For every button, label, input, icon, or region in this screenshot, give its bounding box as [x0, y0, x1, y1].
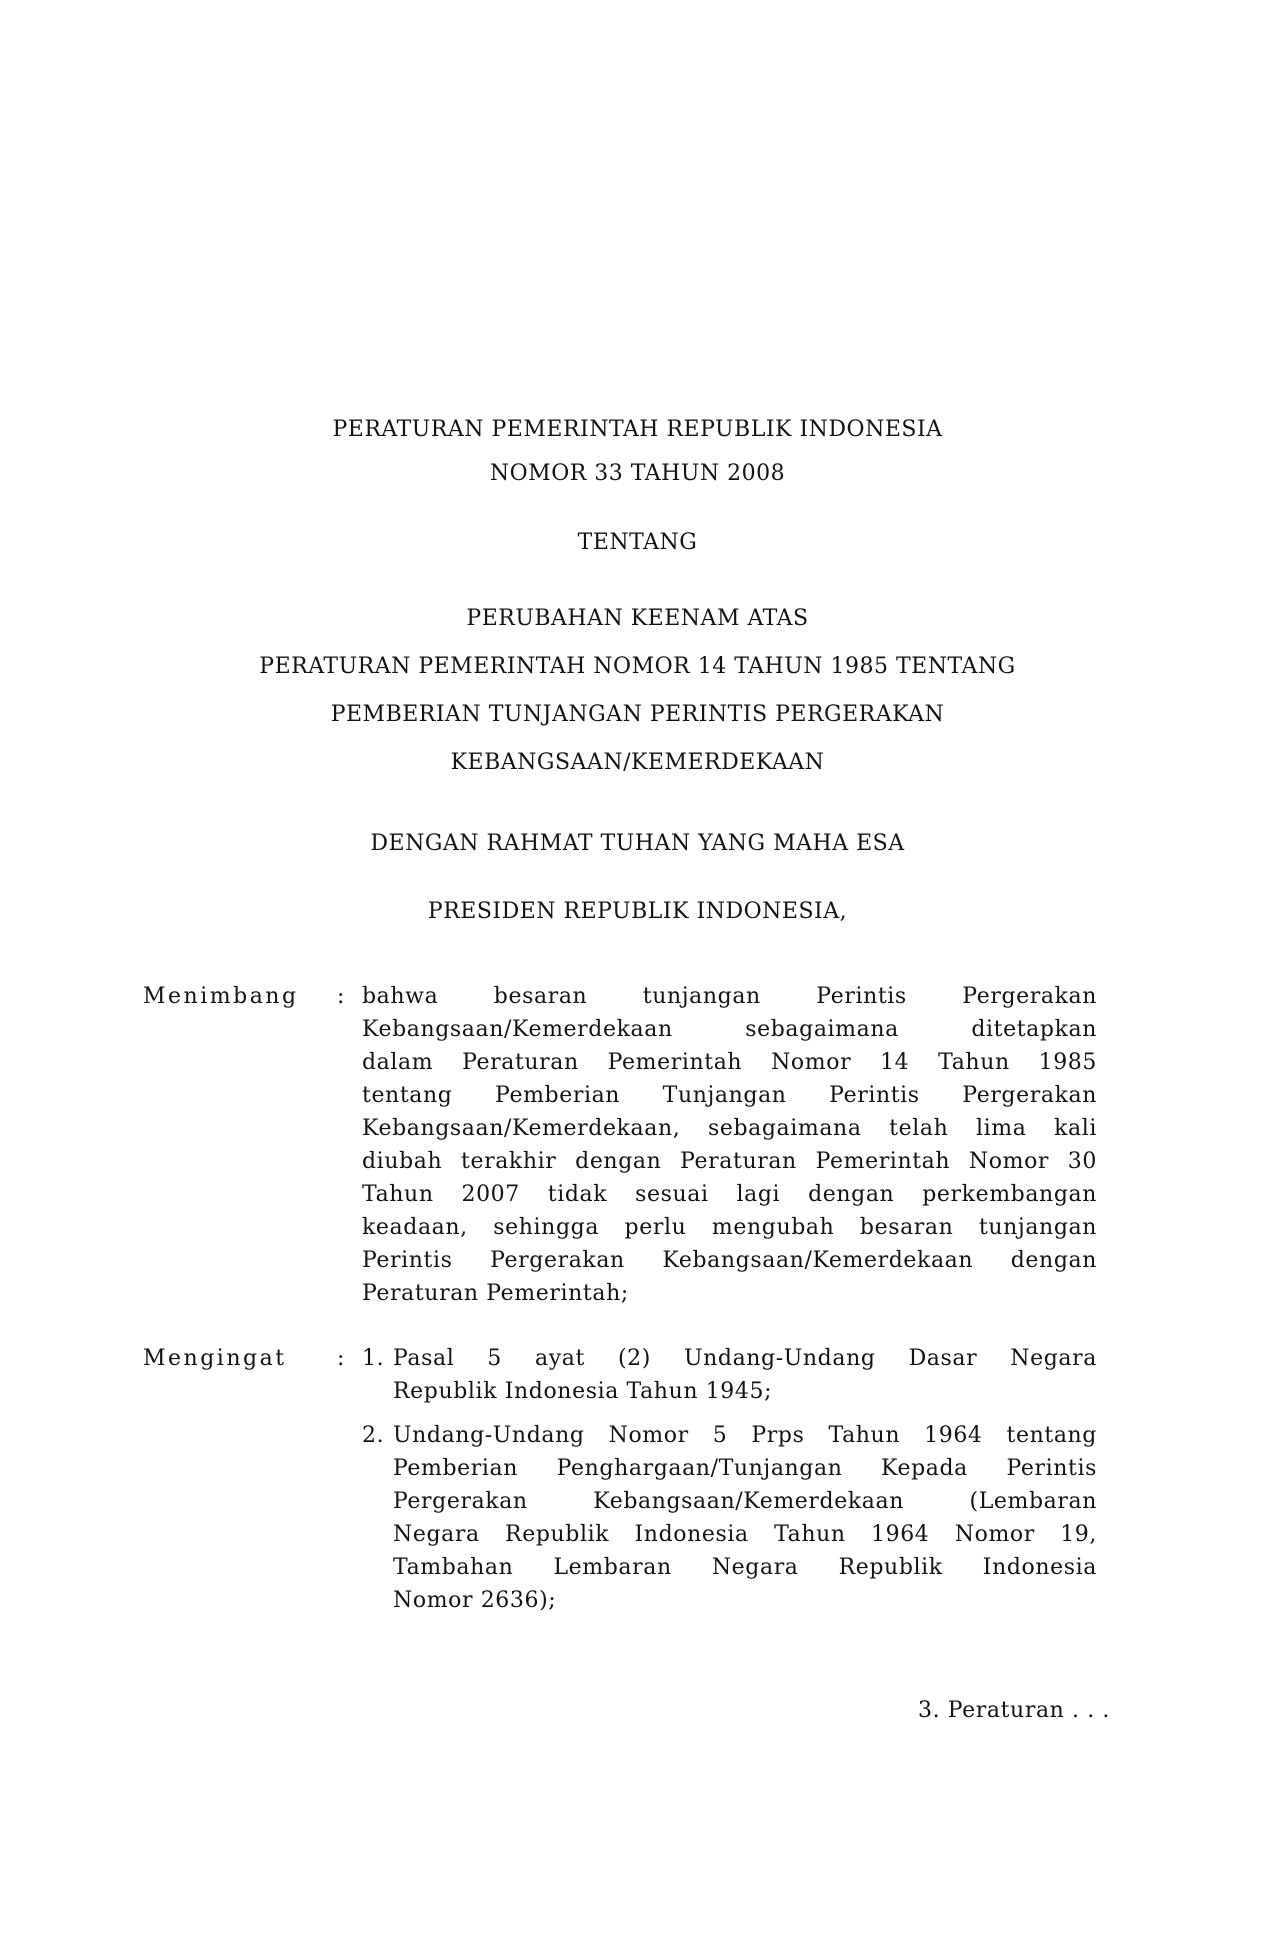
item-text — [393, 1342, 1097, 1408]
text-line: dalam Peraturan Pemerintah Nomor 14 Tahun 1985 — [362, 1050, 1097, 1075]
text-line: Nomor 2636); — [393, 1588, 557, 1613]
text-line: Pasal 5 ayat (2) Undang-Undang Dasar Negara — [393, 1346, 1097, 1371]
invocation-line: DENGAN RAHMAT TUHAN YANG MAHA ESA — [370, 831, 905, 856]
clause-menimbang-body — [362, 980, 1097, 1310]
text-line: Republik Indonesia Tahun 1945; — [393, 1379, 773, 1404]
clause-mengingat — [143, 1342, 1097, 1617]
text-line: PERATURAN PEMERINTAH NOMOR 14 TAHUN 1985 TENTANG — [259, 654, 1016, 679]
clause-menimbang — [143, 980, 1097, 1310]
text-line: keadaan, sehingga perlu mengubah besaran tunjangan — [362, 1215, 1097, 1240]
doc-number-line: NOMOR 33 TAHUN 2008 — [489, 461, 786, 486]
clause-mengingat-colon: : — [337, 1346, 345, 1371]
text-line: PERUBAHAN KEENAM ATAS — [466, 606, 809, 631]
text-line: PEMBERIAN TUNJANGAN PERINTIS PERGERAKAN — [330, 702, 945, 727]
text-line: Pergerakan Kebangsaan/Kemerdekaan (Lembaran — [393, 1489, 1097, 1514]
clause-menimbang-colon: : — [337, 984, 345, 1009]
doc-title — [0, 408, 1275, 496]
text-line: Undang-Undang Nomor 5 Prps Tahun 1964 tentang — [393, 1423, 1097, 1448]
text-line: diubah terakhir dengan Peraturan Pemerintah Nomor 30 — [362, 1149, 1097, 1174]
subject-title — [0, 595, 1275, 787]
text-line: Kebangsaan/Kemerdekaan sebagaimana ditetapkan — [362, 1017, 1097, 1042]
text-line: KEBANGSAAN/KEMERDEKAAN — [450, 750, 825, 775]
text-line: Perintis Pergerakan Kebangsaan/Kemerdekaan dengan — [362, 1248, 1097, 1273]
catchword: 3. Peraturan . . . — [917, 1698, 1110, 1723]
text-line: Tahun 2007 tidak sesuai lagi dengan perkembangan — [362, 1182, 1097, 1207]
text-line: Kebangsaan/Kemerdekaan, sebagaimana telah lima kali — [362, 1116, 1097, 1141]
item-number: 2. — [362, 1423, 385, 1448]
text-line: tentang Pemberian Tunjangan Perintis Pergerakan — [362, 1083, 1097, 1108]
clause-menimbang-label: Menimbang — [143, 984, 299, 1009]
text-line: Peraturan Pemerintah; — [362, 1281, 629, 1306]
doc-title-line: PERATURAN PEMERINTAH REPUBLIK INDONESIA — [332, 417, 943, 442]
text-line: bahwa besaran tunjangan Perintis Pergerakan — [362, 984, 1097, 1009]
legal-basis-item — [362, 1342, 1097, 1408]
issuer-line: PRESIDEN REPUBLIK INDONESIA, — [427, 899, 848, 924]
tentang-heading: TENTANG — [577, 530, 698, 555]
legal-basis-item — [362, 1419, 1097, 1617]
item-text — [393, 1419, 1097, 1617]
item-number: 1. — [362, 1346, 385, 1371]
text-line: Pemberian Penghargaan/Tunjangan Kepada Perintis — [393, 1456, 1097, 1481]
clause-mengingat-label: Mengingat — [143, 1346, 287, 1371]
clause-mengingat-body — [362, 1342, 1097, 1617]
text-line: Negara Republik Indonesia Tahun 1964 Nomor 19, — [393, 1522, 1097, 1547]
text-line: Tambahan Lembaran Negara Republik Indonesia — [393, 1555, 1097, 1580]
